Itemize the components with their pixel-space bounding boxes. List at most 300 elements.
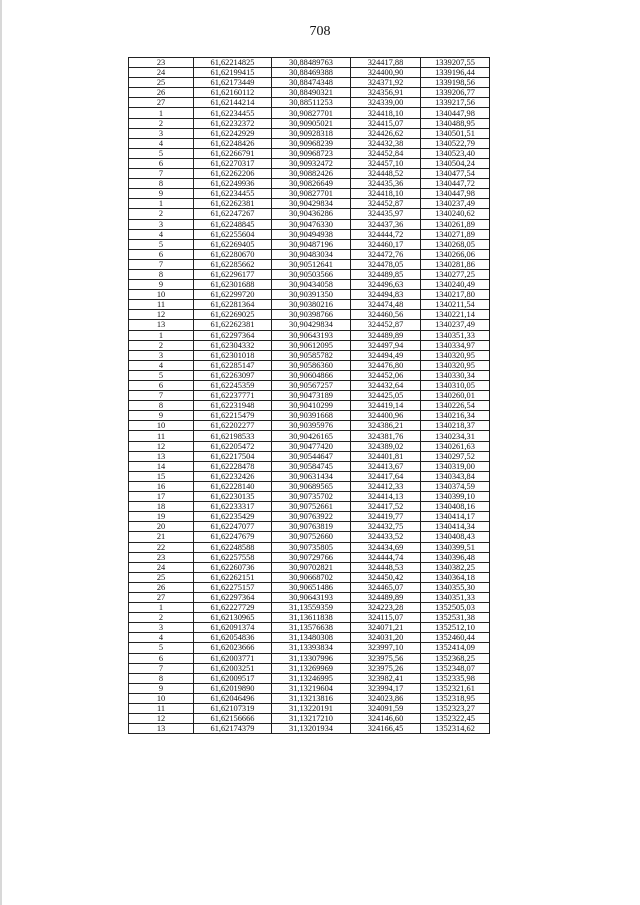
point-number-cell: 27 <box>129 98 194 108</box>
table-row <box>129 683 490 693</box>
table-row <box>129 411 490 421</box>
y-coordinate-cell: 1340355,30 <box>421 582 490 592</box>
longitude-cell: 30,90398766 <box>272 310 351 320</box>
longitude-cell: 30,90612095 <box>272 340 351 350</box>
point-number-cell: 10 <box>129 421 194 431</box>
table-row <box>129 118 490 128</box>
longitude-cell: 30,90968723 <box>272 148 351 158</box>
longitude-cell: 30,90752660 <box>272 532 351 542</box>
x-coordinate-cell: 324496,63 <box>351 280 421 290</box>
x-coordinate-cell: 324489,89 <box>351 330 421 340</box>
x-coordinate-cell: 324457,10 <box>351 158 421 168</box>
longitude-cell: 30,90473189 <box>272 391 351 401</box>
latitude-cell: 61,62046496 <box>194 693 272 703</box>
point-number-cell: 13 <box>129 451 194 461</box>
longitude-cell: 30,90651486 <box>272 582 351 592</box>
table-row <box>129 78 490 88</box>
x-coordinate-cell: 324091,59 <box>351 704 421 714</box>
y-coordinate-cell: 1340297,52 <box>421 451 490 461</box>
longitude-cell: 30,90429834 <box>272 320 351 330</box>
y-coordinate-cell: 1340334,97 <box>421 340 490 350</box>
latitude-cell: 61,62249936 <box>194 179 272 189</box>
table-row <box>129 643 490 653</box>
latitude-cell: 61,62304332 <box>194 340 272 350</box>
table-row <box>129 199 490 209</box>
point-number-cell: 20 <box>129 522 194 532</box>
table-row <box>129 300 490 310</box>
latitude-cell: 61,62019890 <box>194 683 272 693</box>
latitude-cell: 61,62248845 <box>194 219 272 229</box>
point-number-cell: 11 <box>129 704 194 714</box>
longitude-cell: 31,13220191 <box>272 704 351 714</box>
longitude-cell: 30,90827701 <box>272 189 351 199</box>
point-number-cell: 8 <box>129 673 194 683</box>
y-coordinate-cell: 1352335,98 <box>421 673 490 683</box>
latitude-cell: 61,62280670 <box>194 249 272 259</box>
x-coordinate-cell: 324417,88 <box>351 58 421 68</box>
point-number-cell: 6 <box>129 381 194 391</box>
table-row <box>129 179 490 189</box>
longitude-cell: 30,90827701 <box>272 108 351 118</box>
y-coordinate-cell: 1352368,25 <box>421 653 490 663</box>
longitude-cell: 30,90477420 <box>272 441 351 451</box>
point-number-cell: 3 <box>129 623 194 633</box>
y-coordinate-cell: 1340266,06 <box>421 249 490 259</box>
longitude-cell: 31,13393834 <box>272 643 351 653</box>
table-row <box>129 330 490 340</box>
y-coordinate-cell: 1339198,56 <box>421 78 490 88</box>
point-number-cell: 1 <box>129 603 194 613</box>
x-coordinate-cell: 324223,28 <box>351 603 421 613</box>
point-number-cell: 8 <box>129 179 194 189</box>
x-coordinate-cell: 324381,76 <box>351 431 421 441</box>
x-coordinate-cell: 324417,64 <box>351 471 421 481</box>
table-row <box>129 219 490 229</box>
table-row <box>129 613 490 623</box>
table-row <box>129 391 490 401</box>
y-coordinate-cell: 1340281,86 <box>421 259 490 269</box>
x-coordinate-cell: 324489,85 <box>351 269 421 279</box>
latitude-cell: 61,62144214 <box>194 98 272 108</box>
y-coordinate-cell: 1352348,07 <box>421 663 490 673</box>
latitude-cell: 61,62247077 <box>194 522 272 532</box>
longitude-cell: 30,90882426 <box>272 169 351 179</box>
latitude-cell: 61,62232372 <box>194 118 272 128</box>
x-coordinate-cell: 323982,41 <box>351 673 421 683</box>
longitude-cell: 31,13307996 <box>272 653 351 663</box>
latitude-cell: 61,62262151 <box>194 572 272 582</box>
longitude-cell: 30,90586360 <box>272 360 351 370</box>
x-coordinate-cell: 324437,36 <box>351 219 421 229</box>
x-coordinate-cell: 324339,00 <box>351 98 421 108</box>
longitude-cell: 30,90631434 <box>272 471 351 481</box>
point-number-cell: 11 <box>129 300 194 310</box>
x-coordinate-cell: 324023,86 <box>351 693 421 703</box>
table-row <box>129 158 490 168</box>
latitude-cell: 61,62054836 <box>194 633 272 643</box>
y-coordinate-cell: 1340351,33 <box>421 592 490 602</box>
longitude-cell: 30,90512641 <box>272 259 351 269</box>
point-number-cell: 12 <box>129 714 194 724</box>
y-coordinate-cell: 1340260,01 <box>421 391 490 401</box>
point-number-cell: 23 <box>129 58 194 68</box>
point-number-cell: 6 <box>129 249 194 259</box>
latitude-cell: 61,62262206 <box>194 169 272 179</box>
table-row <box>129 269 490 279</box>
latitude-cell: 61,62269405 <box>194 239 272 249</box>
latitude-cell: 61,62214825 <box>194 58 272 68</box>
longitude-cell: 31,13217210 <box>272 714 351 724</box>
table-row <box>129 280 490 290</box>
table-row <box>129 360 490 370</box>
latitude-cell: 61,62247679 <box>194 532 272 542</box>
x-coordinate-cell: 324417,52 <box>351 502 421 512</box>
longitude-cell: 30,90643193 <box>272 330 351 340</box>
longitude-cell: 30,90928318 <box>272 128 351 138</box>
x-coordinate-cell: 324432,38 <box>351 138 421 148</box>
point-number-cell: 4 <box>129 360 194 370</box>
table-row <box>129 88 490 98</box>
point-number-cell: 4 <box>129 138 194 148</box>
longitude-cell: 30,90585782 <box>272 350 351 360</box>
x-coordinate-cell: 324452,84 <box>351 148 421 158</box>
y-coordinate-cell: 1340343,84 <box>421 471 490 481</box>
longitude-cell: 30,90932472 <box>272 158 351 168</box>
y-coordinate-cell: 1340374,59 <box>421 481 490 491</box>
longitude-cell: 31,13213816 <box>272 693 351 703</box>
y-coordinate-cell: 1352414,09 <box>421 643 490 653</box>
table-row <box>129 259 490 269</box>
latitude-cell: 61,62262381 <box>194 199 272 209</box>
table-row <box>129 138 490 148</box>
latitude-cell: 61,62301018 <box>194 350 272 360</box>
longitude-cell: 30,90968239 <box>272 138 351 148</box>
point-number-cell: 3 <box>129 219 194 229</box>
y-coordinate-cell: 1340320,95 <box>421 360 490 370</box>
latitude-cell: 61,62217504 <box>194 451 272 461</box>
table-row <box>129 169 490 179</box>
table-row <box>129 209 490 219</box>
y-coordinate-cell: 1340399,10 <box>421 492 490 502</box>
x-coordinate-cell: 324497,94 <box>351 340 421 350</box>
point-number-cell: 9 <box>129 280 194 290</box>
y-coordinate-cell: 1339206,77 <box>421 88 490 98</box>
latitude-cell: 61,62003251 <box>194 663 272 673</box>
longitude-cell: 30,90434058 <box>272 280 351 290</box>
latitude-cell: 61,62285147 <box>194 360 272 370</box>
latitude-cell: 61,62242929 <box>194 128 272 138</box>
longitude-cell: 31,13611838 <box>272 613 351 623</box>
latitude-cell: 61,62228478 <box>194 461 272 471</box>
table-row <box>129 128 490 138</box>
x-coordinate-cell: 324415,07 <box>351 118 421 128</box>
x-coordinate-cell: 324472,76 <box>351 249 421 259</box>
y-coordinate-cell: 1352505,03 <box>421 603 490 613</box>
longitude-cell: 30,90487196 <box>272 239 351 249</box>
y-coordinate-cell: 1340477,54 <box>421 169 490 179</box>
y-coordinate-cell: 1340501,51 <box>421 128 490 138</box>
table-row <box>129 532 490 542</box>
point-number-cell: 26 <box>129 582 194 592</box>
point-number-cell: 19 <box>129 512 194 522</box>
latitude-cell: 61,62263097 <box>194 370 272 380</box>
longitude-cell: 30,90436286 <box>272 209 351 219</box>
longitude-cell: 30,90604866 <box>272 370 351 380</box>
y-coordinate-cell: 1340240,49 <box>421 280 490 290</box>
y-coordinate-cell: 1340522,79 <box>421 138 490 148</box>
latitude-cell: 61,62247267 <box>194 209 272 219</box>
latitude-cell: 61,62262381 <box>194 320 272 330</box>
point-number-cell: 5 <box>129 148 194 158</box>
y-coordinate-cell: 1340408,16 <box>421 502 490 512</box>
latitude-cell: 61,62297364 <box>194 330 272 340</box>
point-number-cell: 3 <box>129 128 194 138</box>
x-coordinate-cell: 324432,64 <box>351 381 421 391</box>
longitude-cell: 30,88474348 <box>272 78 351 88</box>
x-coordinate-cell: 324418,10 <box>351 189 421 199</box>
latitude-cell: 61,62107319 <box>194 704 272 714</box>
x-coordinate-cell: 324115,07 <box>351 613 421 623</box>
table-row <box>129 320 490 330</box>
x-coordinate-cell: 324444,74 <box>351 552 421 562</box>
x-coordinate-cell: 324450,42 <box>351 572 421 582</box>
latitude-cell: 61,62003771 <box>194 653 272 663</box>
latitude-cell: 61,62205472 <box>194 441 272 451</box>
latitude-cell: 61,62228140 <box>194 481 272 491</box>
point-number-cell: 7 <box>129 169 194 179</box>
point-number-cell: 25 <box>129 572 194 582</box>
longitude-cell: 30,90689565 <box>272 481 351 491</box>
y-coordinate-cell: 1340414,17 <box>421 512 490 522</box>
point-number-cell: 7 <box>129 391 194 401</box>
table-row <box>129 370 490 380</box>
y-coordinate-cell: 1352323,27 <box>421 704 490 714</box>
y-coordinate-cell: 1352531,38 <box>421 613 490 623</box>
latitude-cell: 61,62248426 <box>194 138 272 148</box>
longitude-cell: 30,90668702 <box>272 572 351 582</box>
table-row <box>129 653 490 663</box>
latitude-cell: 61,62091374 <box>194 623 272 633</box>
y-coordinate-cell: 1340261,89 <box>421 219 490 229</box>
y-coordinate-cell: 1340396,48 <box>421 552 490 562</box>
y-coordinate-cell: 1340268,05 <box>421 239 490 249</box>
point-number-cell: 2 <box>129 209 194 219</box>
latitude-cell: 61,62269025 <box>194 310 272 320</box>
longitude-cell: 31,13201934 <box>272 724 351 734</box>
x-coordinate-cell: 324031,20 <box>351 633 421 643</box>
x-coordinate-cell: 324400,96 <box>351 411 421 421</box>
longitude-cell: 30,90826649 <box>272 179 351 189</box>
y-coordinate-cell: 1352322,45 <box>421 714 490 724</box>
x-coordinate-cell: 324489,89 <box>351 592 421 602</box>
x-coordinate-cell: 324452,87 <box>351 320 421 330</box>
x-coordinate-cell: 324465,07 <box>351 582 421 592</box>
scan-edge <box>0 0 2 905</box>
table-row <box>129 68 490 78</box>
point-number-cell: 7 <box>129 663 194 673</box>
longitude-cell: 30,90752661 <box>272 502 351 512</box>
longitude-cell: 31,13480308 <box>272 633 351 643</box>
longitude-cell: 30,90380216 <box>272 300 351 310</box>
point-number-cell: 9 <box>129 411 194 421</box>
point-number-cell: 15 <box>129 471 194 481</box>
x-coordinate-cell: 324371,92 <box>351 78 421 88</box>
longitude-cell: 31,13559359 <box>272 603 351 613</box>
latitude-cell: 61,62173449 <box>194 78 272 88</box>
longitude-cell: 31,13269969 <box>272 663 351 673</box>
y-coordinate-cell: 1339207,55 <box>421 58 490 68</box>
table-row <box>129 471 490 481</box>
point-number-cell: 3 <box>129 350 194 360</box>
longitude-cell: 30,90494938 <box>272 229 351 239</box>
x-coordinate-cell: 324386,21 <box>351 421 421 431</box>
x-coordinate-cell: 324071,21 <box>351 623 421 633</box>
point-number-cell: 1 <box>129 199 194 209</box>
point-number-cell: 10 <box>129 290 194 300</box>
longitude-cell: 30,90735805 <box>272 542 351 552</box>
table-row <box>129 633 490 643</box>
table-row <box>129 542 490 552</box>
y-coordinate-cell: 1340351,33 <box>421 330 490 340</box>
y-coordinate-cell: 1340221,14 <box>421 310 490 320</box>
x-coordinate-cell: 324474,48 <box>351 300 421 310</box>
table-row <box>129 704 490 714</box>
longitude-cell: 30,90391350 <box>272 290 351 300</box>
x-coordinate-cell: 324419,14 <box>351 401 421 411</box>
point-number-cell: 12 <box>129 310 194 320</box>
point-number-cell: 2 <box>129 340 194 350</box>
table-row <box>129 512 490 522</box>
longitude-cell: 30,88469388 <box>272 68 351 78</box>
table-row <box>129 562 490 572</box>
longitude-cell: 30,90735702 <box>272 492 351 502</box>
x-coordinate-cell: 324418,10 <box>351 108 421 118</box>
longitude-cell: 30,90763922 <box>272 512 351 522</box>
table-row <box>129 441 490 451</box>
y-coordinate-cell: 1340364,18 <box>421 572 490 582</box>
y-coordinate-cell: 1339217,56 <box>421 98 490 108</box>
point-number-cell: 17 <box>129 492 194 502</box>
latitude-cell: 61,62023666 <box>194 643 272 653</box>
longitude-cell: 30,90729766 <box>272 552 351 562</box>
table-row <box>129 340 490 350</box>
x-coordinate-cell: 324448,53 <box>351 562 421 572</box>
point-number-cell: 16 <box>129 481 194 491</box>
y-coordinate-cell: 1340319,00 <box>421 461 490 471</box>
longitude-cell: 30,90905021 <box>272 118 351 128</box>
latitude-cell: 61,62231948 <box>194 401 272 411</box>
x-coordinate-cell: 324413,67 <box>351 461 421 471</box>
table-row <box>129 229 490 239</box>
latitude-cell: 61,62215479 <box>194 411 272 421</box>
latitude-cell: 61,62130965 <box>194 613 272 623</box>
longitude-cell: 31,13576638 <box>272 623 351 633</box>
longitude-cell: 31,13219604 <box>272 683 351 693</box>
latitude-cell: 61,62296177 <box>194 269 272 279</box>
latitude-cell: 61,62174379 <box>194 724 272 734</box>
point-number-cell: 14 <box>129 461 194 471</box>
y-coordinate-cell: 1352512,10 <box>421 623 490 633</box>
x-coordinate-cell: 324412,33 <box>351 481 421 491</box>
point-number-cell: 2 <box>129 613 194 623</box>
coordinates-table <box>128 57 490 734</box>
latitude-cell: 61,62260736 <box>194 562 272 572</box>
point-number-cell: 5 <box>129 239 194 249</box>
table-row <box>129 582 490 592</box>
point-number-cell: 21 <box>129 532 194 542</box>
table-row <box>129 592 490 602</box>
y-coordinate-cell: 1340217,80 <box>421 290 490 300</box>
longitude-cell: 30,88489763 <box>272 58 351 68</box>
x-coordinate-cell: 324419,77 <box>351 512 421 522</box>
x-coordinate-cell: 324425,05 <box>351 391 421 401</box>
table-row <box>129 108 490 118</box>
x-coordinate-cell: 324476,80 <box>351 360 421 370</box>
point-number-cell: 8 <box>129 401 194 411</box>
point-number-cell: 1 <box>129 108 194 118</box>
point-number-cell: 4 <box>129 633 194 643</box>
x-coordinate-cell: 324426,62 <box>351 128 421 138</box>
longitude-cell: 30,90544647 <box>272 451 351 461</box>
table-row <box>129 693 490 703</box>
longitude-cell: 30,90763819 <box>272 522 351 532</box>
latitude-cell: 61,62248588 <box>194 542 272 552</box>
latitude-cell: 61,62281364 <box>194 300 272 310</box>
point-number-cell: 1 <box>129 330 194 340</box>
x-coordinate-cell: 324452,06 <box>351 370 421 380</box>
y-coordinate-cell: 1352314,62 <box>421 724 490 734</box>
y-coordinate-cell: 1340523,40 <box>421 148 490 158</box>
table-row <box>129 481 490 491</box>
y-coordinate-cell: 1352318,95 <box>421 693 490 703</box>
coordinates-table-body <box>129 58 490 734</box>
y-coordinate-cell: 1340447,98 <box>421 189 490 199</box>
x-coordinate-cell: 324494,83 <box>351 290 421 300</box>
x-coordinate-cell: 323975,56 <box>351 653 421 663</box>
table-row <box>129 673 490 683</box>
table-row <box>129 502 490 512</box>
longitude-cell: 30,90584745 <box>272 461 351 471</box>
latitude-cell: 61,62227729 <box>194 603 272 613</box>
table-row <box>129 663 490 673</box>
point-number-cell: 25 <box>129 78 194 88</box>
point-number-cell: 18 <box>129 502 194 512</box>
y-coordinate-cell: 1340216,34 <box>421 411 490 421</box>
x-coordinate-cell: 324400,90 <box>351 68 421 78</box>
table-row <box>129 381 490 391</box>
longitude-cell: 30,90503566 <box>272 269 351 279</box>
x-coordinate-cell: 324435,36 <box>351 179 421 189</box>
point-number-cell: 26 <box>129 88 194 98</box>
y-coordinate-cell: 1352321,61 <box>421 683 490 693</box>
table-row <box>129 249 490 259</box>
longitude-cell: 30,90567257 <box>272 381 351 391</box>
latitude-cell: 61,62233317 <box>194 502 272 512</box>
y-coordinate-cell: 1340408,43 <box>421 532 490 542</box>
y-coordinate-cell: 1340218,37 <box>421 421 490 431</box>
longitude-cell: 30,90410299 <box>272 401 351 411</box>
table-row <box>129 58 490 68</box>
latitude-cell: 61,62198533 <box>194 431 272 441</box>
table-row <box>129 451 490 461</box>
longitude-cell: 30,88490321 <box>272 88 351 98</box>
longitude-cell: 30,90429834 <box>272 199 351 209</box>
table-row <box>129 552 490 562</box>
table-row <box>129 421 490 431</box>
point-number-cell: 4 <box>129 229 194 239</box>
table-row <box>129 522 490 532</box>
x-coordinate-cell: 324494,49 <box>351 350 421 360</box>
